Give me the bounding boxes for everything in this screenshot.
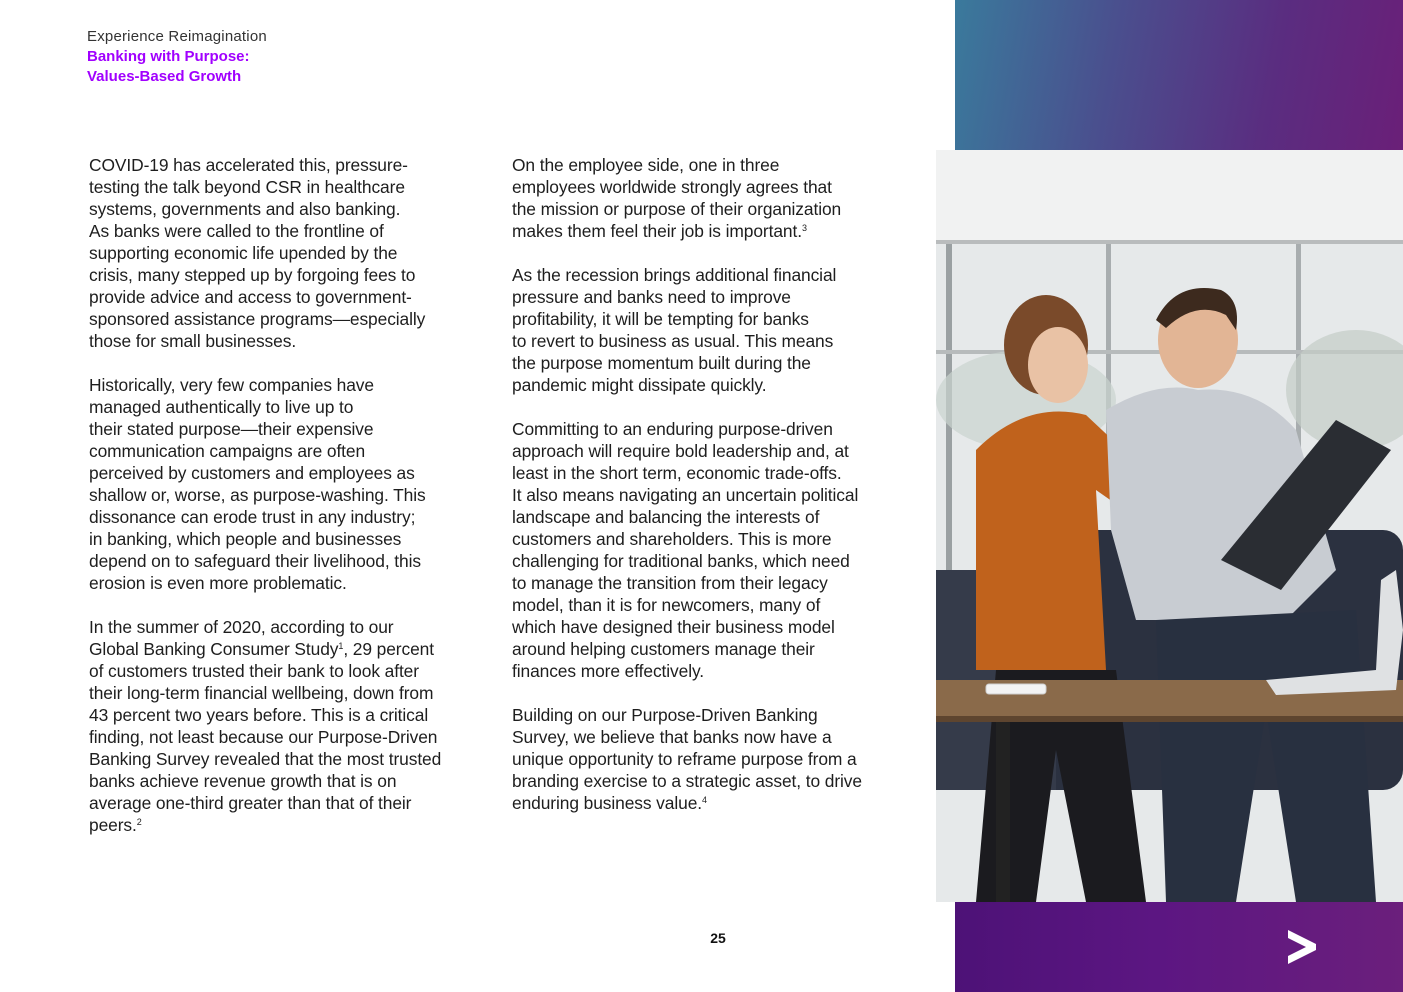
- gradient-band-bottom: [955, 902, 1403, 992]
- left-text-column: [89, 154, 479, 858]
- page-number: 25: [710, 930, 726, 946]
- paragraph: [89, 616, 479, 836]
- paragraph: [512, 704, 902, 814]
- gradient-band-top: [955, 0, 1403, 150]
- paragraph-text: On the employee side, one in three employees worldwide strongly agrees that the mission or purpose of their organization makes them feel their job is important.: [512, 155, 842, 241]
- footnote-ref: 2: [136, 817, 142, 827]
- paragraph: [512, 154, 902, 242]
- footnote-ref: 4: [702, 795, 707, 805]
- footnote-ref: 3: [801, 223, 807, 233]
- photo-business-meeting: [936, 150, 1403, 902]
- paragraph-text: , 29 percent of customers trusted their bank to look after their long-term financial wellbeing, down from 43 percent two years before. This is a critical finding, not least because our Purpose-Driven Banking Survey revealed that the most trusted banks achieve revenue growth that is on average one-third greater than that of their peers.: [89, 639, 442, 835]
- right-text-column: [512, 154, 902, 836]
- paragraph: As the recession brings additional financial pressure and banks need to improve profitability, it will be tempting for banks to revert to business as usual. This means the purpose momentum built during the pandemic might dissipate quickly.: [512, 265, 837, 395]
- section-label: Experience Reimagination: [87, 28, 267, 45]
- photo-illustration: [936, 150, 1403, 902]
- footnote-ref: 1: [338, 641, 344, 651]
- paragraph: Historically, very few companies have managed authentically to live up to their stated purpose—their expensive communication campaigns are often perceived by customers and employees as shallow or, worse, as purpose-washing. This dissonance can erode trust in any industry; in banking, which people and businesses depend on to safeguard their livelihood, this erosion is even more problematic.: [89, 375, 426, 593]
- page-title-line-2: Values-Based Growth: [87, 68, 242, 85]
- paragraph: COVID-19 has accelerated this, pressure- testing the talk beyond CSR in healthcare systems, governments and also banking. As banks were called to the frontline of supporting economic life upended by the crisis, many stepped up by forgoing fees to provide advice and access to government- sponsored assistance programs—especially those for small businesses.: [89, 155, 426, 351]
- page-title-line-1: Banking with Purpose:: [87, 48, 250, 65]
- paragraph-text: Building on our Purpose-Driven Banking Survey, we believe that banks now have a unique opportunity to reframe purpose from a branding exercise to a strategic asset, to drive enduring business value.: [512, 705, 862, 813]
- accenture-chevron-icon: [1284, 928, 1318, 966]
- paragraph-text: In the summer of 2020, according to our Global Banking Consumer Study: [89, 617, 394, 659]
- page-header: [87, 27, 387, 87]
- paragraph: Committing to an enduring purpose-driven approach will require bold leadership and, at least in the short term, economic trade-offs. It also means navigating an uncertain political landscape and balancing the interests of customers and shareholders. This is more challenging for traditional banks, which need to manage the transition from their legacy model, than it is for newcomers, many of which have designed their business model around helping customers manage their finances more effectively.: [512, 419, 859, 681]
